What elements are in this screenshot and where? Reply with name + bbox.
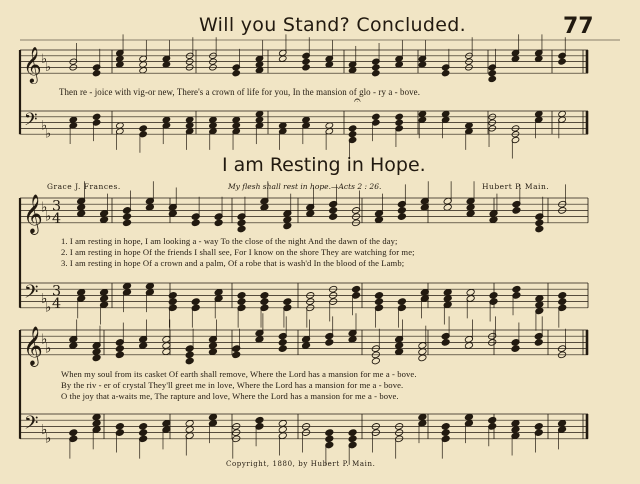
- note-head: [100, 295, 109, 303]
- note-head: [237, 219, 246, 227]
- note-head: [69, 116, 78, 123]
- note-head: [352, 285, 361, 293]
- note-head: [558, 292, 567, 300]
- bass-clef-icon: 𝄢: [24, 109, 38, 134]
- verse-line-3: 3. I am resting in hope Of a crown and a palm, Of a robe that is wash'd In the blood of the Lamb;: [61, 258, 405, 268]
- note-head: [115, 345, 124, 353]
- time-signature: 4: [52, 295, 62, 312]
- treble-clef-icon: 𝄞: [23, 193, 43, 233]
- flat-sign-icon: ♭: [41, 421, 48, 438]
- note-head: [302, 64, 311, 71]
- note-head: [418, 61, 427, 68]
- note-head: [441, 423, 450, 431]
- note-head: [348, 429, 357, 437]
- note-head: [511, 426, 520, 434]
- note-head: [255, 416, 264, 424]
- note-head: [185, 122, 194, 129]
- note-head: [466, 210, 475, 218]
- note-head: [512, 207, 521, 215]
- note-head: [558, 110, 567, 117]
- note-head: [185, 116, 194, 123]
- flat-sign-icon: ♭: [41, 118, 48, 134]
- note-head: [374, 216, 383, 224]
- note-head: [232, 70, 241, 77]
- note-head: [162, 61, 171, 68]
- note-head: [511, 55, 520, 62]
- treble-clef-icon: 𝄞: [23, 325, 43, 365]
- note-head: [116, 61, 125, 68]
- note-head: [348, 131, 357, 138]
- note-head: [535, 295, 544, 303]
- note-head: [464, 342, 473, 350]
- hymn-title: I am Resting in Hope.: [222, 154, 426, 176]
- note-head: [489, 216, 498, 224]
- note-head: [558, 298, 567, 306]
- note-head: [162, 342, 171, 350]
- flat-sign-icon: ♭: [45, 340, 52, 357]
- note-head: [348, 67, 357, 74]
- note-head: [278, 345, 287, 353]
- note-head: [466, 203, 475, 211]
- time-signature: 4: [52, 210, 62, 227]
- note-head: [214, 219, 223, 227]
- note-head: [92, 113, 101, 120]
- note-head: [395, 113, 404, 120]
- note-head: [418, 110, 427, 117]
- note-head: [557, 419, 566, 427]
- verse-line-2: 2. I am resting in hope Of the friends I shall see, For I know on the shore They are watching for me;: [61, 247, 415, 257]
- note-head: [115, 351, 124, 359]
- note-head: [139, 423, 148, 431]
- note-head: [278, 339, 287, 347]
- note-head: [209, 122, 218, 129]
- note-head: [77, 210, 86, 218]
- note-head: [209, 116, 218, 123]
- note-head: [208, 342, 217, 350]
- note-head: [511, 419, 520, 427]
- note-head: [92, 419, 101, 427]
- note-head: [302, 116, 311, 123]
- note-head: [208, 413, 217, 421]
- note-head: [511, 345, 520, 353]
- composer-credit: Hubert P. Main.: [482, 182, 550, 191]
- note-head: [512, 285, 521, 293]
- note-head: [302, 58, 311, 65]
- flat-sign-icon: ♭: [41, 331, 48, 348]
- note-head: [100, 216, 109, 224]
- page-number: 77: [563, 14, 594, 39]
- note-head: [465, 122, 474, 129]
- page-header-title: Will you Stand? Concluded.: [199, 14, 466, 36]
- flat-sign-icon: ♭: [45, 208, 52, 225]
- lyric-line: Then re - joice with vig-or new, There's a crown of life for you, In the mansion of glo - ry a - bove.: [59, 87, 421, 97]
- note-head: [372, 113, 381, 120]
- note-head: [92, 354, 101, 362]
- note-head: [488, 416, 497, 424]
- note-head: [325, 435, 334, 443]
- note-head: [162, 116, 171, 123]
- note-head: [372, 70, 381, 77]
- note-head: [418, 348, 427, 356]
- note-head: [237, 225, 246, 233]
- note-head: [443, 295, 452, 303]
- note-head: [329, 207, 338, 215]
- note-head: [191, 219, 200, 227]
- fermata-icon: 𝄐: [354, 93, 361, 107]
- note-head: [77, 203, 86, 211]
- scripture-epigraph: My flesh shall rest in hope.—Acts 2 : 26.: [228, 182, 382, 191]
- note-head: [325, 61, 334, 68]
- verse-line-5: By the riv - er of crystal They'll greet me in love, Where the Lord has a mansion for me a - bove.: [61, 380, 404, 390]
- note-head: [374, 298, 383, 306]
- note-head: [279, 55, 288, 62]
- note-head: [232, 351, 241, 359]
- note-head: [306, 210, 315, 218]
- note-head: [535, 225, 544, 233]
- note-head: [535, 301, 544, 309]
- note-head: [325, 339, 334, 347]
- note-head: [466, 288, 475, 296]
- note-head: [232, 122, 241, 129]
- note-head: [283, 216, 292, 224]
- note-head: [348, 435, 357, 443]
- note-head: [301, 342, 310, 350]
- note-head: [260, 292, 269, 300]
- note-head: [535, 219, 544, 227]
- note-head: [237, 298, 246, 306]
- note-head: [558, 58, 567, 65]
- note-head: [122, 219, 131, 227]
- note-head: [139, 342, 148, 350]
- flat-sign-icon: ♭: [41, 199, 48, 216]
- note-head: [92, 348, 101, 356]
- note-head: [139, 61, 148, 68]
- verse-line-1: 1. I am resting in hope, I am looking a - way To the close of the night And the dawn of the day;: [61, 236, 398, 246]
- note-head: [255, 61, 264, 68]
- note-head: [488, 75, 497, 82]
- note-head: [191, 298, 200, 306]
- note-head: [260, 203, 269, 211]
- note-head: [534, 339, 543, 347]
- note-head: [77, 288, 86, 296]
- flat-sign-icon: ♭: [45, 126, 52, 142]
- note-head: [325, 429, 334, 437]
- note-head: [278, 426, 287, 434]
- note-head: [185, 357, 194, 365]
- note-head: [185, 419, 194, 427]
- note-head: [397, 298, 406, 306]
- note-head: [283, 298, 292, 306]
- note-head: [535, 55, 544, 62]
- note-head: [92, 70, 101, 77]
- note-head: [69, 429, 78, 437]
- note-head: [145, 203, 154, 211]
- note-head: [488, 70, 497, 77]
- time-signature: 3: [52, 283, 62, 300]
- note-head: [69, 342, 78, 350]
- note-head: [139, 67, 148, 74]
- note-head: [329, 213, 338, 221]
- note-head: [397, 207, 406, 215]
- flat-sign-icon: ♭: [41, 290, 48, 307]
- note-head: [371, 357, 380, 365]
- note-head: [441, 110, 450, 117]
- note-head: [255, 110, 264, 117]
- note-head: [397, 213, 406, 221]
- note-head: [348, 335, 357, 343]
- note-head: [395, 342, 404, 350]
- note-head: [283, 222, 292, 230]
- flat-sign-icon: ♭: [45, 299, 52, 316]
- note-head: [260, 298, 269, 306]
- note-head: [418, 413, 427, 421]
- note-head: [489, 292, 498, 300]
- note-head: [122, 282, 131, 290]
- note-head: [443, 288, 452, 296]
- note-head: [208, 348, 217, 356]
- time-signature: 3: [52, 198, 62, 215]
- note-head: [185, 351, 194, 359]
- note-head: [237, 292, 246, 300]
- note-head: [441, 339, 450, 347]
- note-head: [115, 423, 124, 431]
- note-head: [92, 413, 101, 421]
- note-head: [116, 55, 125, 62]
- treble-clef-icon: 𝄞: [23, 47, 42, 84]
- note-head: [348, 125, 357, 132]
- note-head: [372, 64, 381, 71]
- note-head: [139, 125, 148, 132]
- note-head: [255, 116, 264, 123]
- bass-clef-icon: 𝄢: [24, 412, 39, 439]
- note-head: [139, 429, 148, 437]
- flat-sign-icon: ♭: [45, 430, 52, 447]
- note-head: [395, 61, 404, 68]
- flat-sign-icon: ♭: [41, 51, 48, 67]
- verse-line-4: When my soul from its casket Of earth shall remove, Where the Lord has a mansion for me a - bove.: [61, 369, 417, 379]
- note-head: [374, 292, 383, 300]
- note-head: [441, 429, 450, 437]
- note-head: [255, 67, 264, 74]
- note-head: [100, 288, 109, 296]
- verse-line-6: O the joy that a-waits me, The rapture and love, Where the Lord has a mansion for me a - bove.: [61, 391, 399, 401]
- note-head: [278, 419, 287, 427]
- bass-clef-icon: 𝄢: [24, 281, 39, 308]
- note-head: [464, 413, 473, 421]
- note-head: [162, 419, 171, 427]
- note-head: [279, 122, 288, 129]
- note-head: [214, 288, 223, 296]
- copyright-notice: Copyright, 1880, by Hubert P. Main.: [226, 460, 376, 468]
- note-head: [255, 335, 264, 343]
- note-head: [185, 426, 194, 434]
- note-head: [395, 119, 404, 126]
- note-head: [534, 423, 543, 431]
- note-head: [162, 348, 171, 356]
- flat-sign-icon: ♭: [45, 59, 52, 75]
- note-head: [441, 70, 450, 77]
- author-credit: Grace J. Frances.: [47, 182, 121, 191]
- note-head: [232, 116, 241, 123]
- note-head: [145, 282, 154, 290]
- note-head: [116, 122, 125, 129]
- note-head: [418, 354, 427, 362]
- note-head: [443, 203, 452, 211]
- note-head: [535, 110, 544, 117]
- note-head: [122, 213, 131, 221]
- note-head: [395, 348, 404, 356]
- note-head: [325, 122, 334, 129]
